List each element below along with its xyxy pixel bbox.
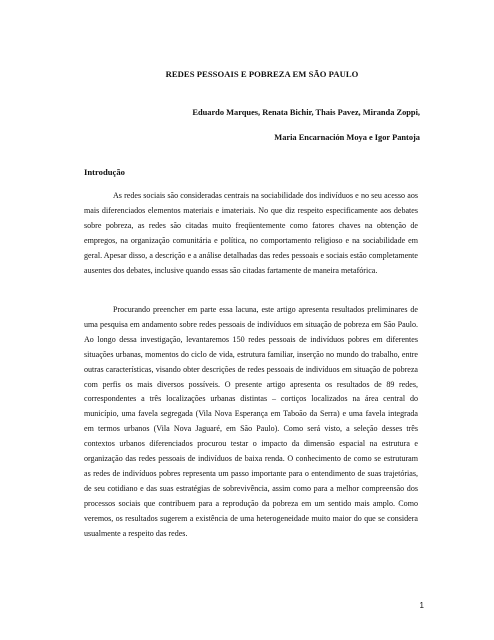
- section-heading: Introdução: [84, 167, 125, 177]
- authors-line-2: Maria Encarnación Moya e Igor Pantoja: [274, 133, 420, 142]
- authors-line-1: Eduardo Marques, Renata Bichir, Thais Pavez, Miranda Zoppi,: [192, 108, 420, 117]
- paragraph-1: As redes sociais são consideradas centrais na sociabilidade dos indivíduos e no seu acesso aos mais diferenciados elementos materiais e imateriais. No que diz respeito especificamente aos debates sobre pobreza, as redes são citadas muito freqüentemente como fatores chaves na obtenção de empregos, na organização comunitária e política, no comportamento religioso e na sociabilidade em geral. Apesar disso, a descrição e a análise detalhadas das redes pessoais e sociais estão completamente ausentes dos debates, inclusive quando essas são citadas fartamente de maneira metafórica.: [84, 191, 418, 275]
- page-number: 1: [419, 601, 424, 610]
- paragraph-2: Procurando preencher em parte essa lacuna, este artigo apresenta resultados preliminares de uma pesquisa em andamento sobre redes pessoais de indivíduos em situação de pobreza em São Paulo. Ao longo dessa investigação, levantaremos 150 redes pessoais de indivíduos pobres em diferentes situações urbanas, momentos do ciclo de vida, estrutura familiar, inserção no mundo do trabalho, entre outras características, visando obter descrições de redes pessoais de indivíduos em situação de pobreza com perfis os mais diversos possíveis. O presente artigo apresenta os resultados de 89 redes, correspondentes a três localizações urbanas distintas – cortiços localizados na área central do município, uma favela segregada (Vila Nova Esperança em Taboão da Serra) e uma favela integrada em termos urbanos (Vila Nova Jaguaré, em São Paulo). Como será visto, a seleção desses três contextos urbanos diferenciados procurou testar o impacto da dimensão espacial na estrutura e organização das redes pessoais de indivíduos de baixa renda. O conhecimento de como se estruturam as redes de indivíduos pobres representa um passo importante para o entendimento de suas trajetórias, de seu cotidiano e das suas estratégias de sobrevivência, assim como para a melhor compreensão dos processos sociais que contribuem para a reprodução da pobreza em um sentido mais amplo. Como veremos, os resultados sugerem a existência de uma heterogeneidade muito maior do que se considera usualmente a respeito das redes.: [84, 305, 418, 538]
- paper-title: REDES PESSOAIS E POBREZA EM SÃO PAULO: [165, 69, 359, 79]
